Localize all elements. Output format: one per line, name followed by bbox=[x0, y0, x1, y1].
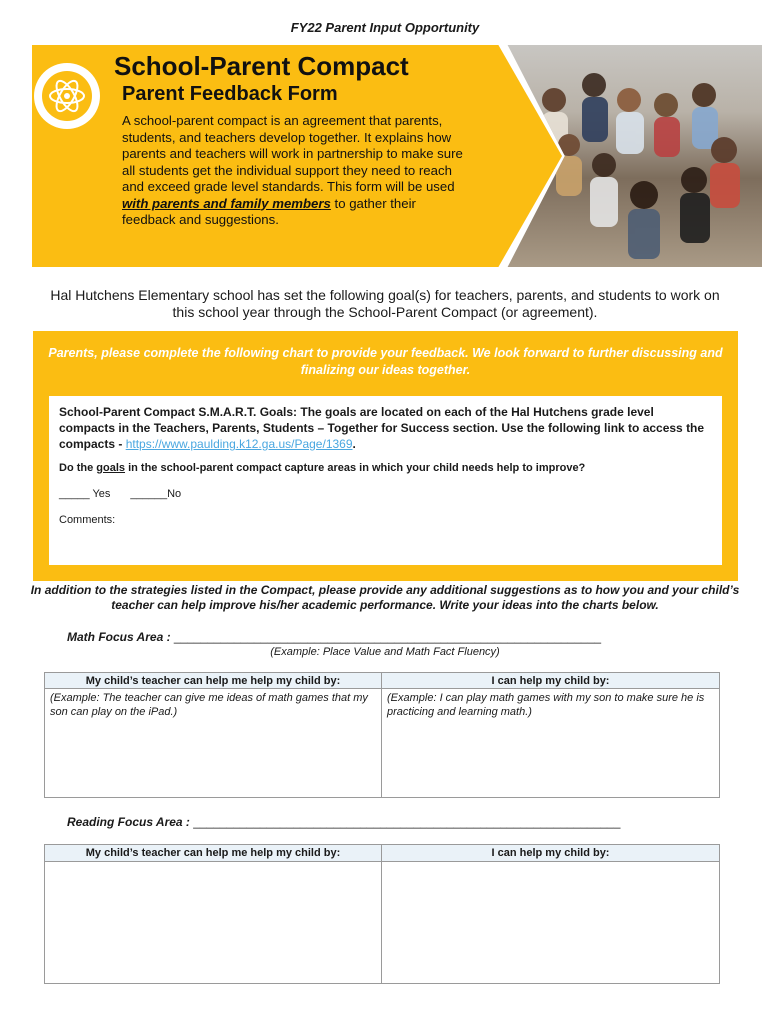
banner-body-text: A school-parent compact is an agreement that parents, students, and teachers develop together. It explains how parents and teachers will work in partnership to make sure all students get the individual support they need to reach and exceed grade level standards. This form will be used bbox=[122, 113, 463, 194]
yes-option[interactable]: _____ Yes bbox=[59, 488, 111, 500]
goals-text: School-Parent Compact S.M.A.R.T. Goals: The goals are located on each of the Hal Hutchens grade level compacts in the Teachers, Parents, Students – Together for Success section. Use the following link to access the compacts - bbox=[59, 405, 705, 451]
logo-badge bbox=[34, 63, 100, 129]
math-focus-label: Math Focus Area : bbox=[67, 630, 171, 644]
math-teacher-cell[interactable]: (Example: The teacher can give me ideas of math games that my son can play on the iPad.) bbox=[45, 689, 382, 797]
atom-icon bbox=[47, 76, 87, 116]
banner-body-emphasis: with parents and family members bbox=[122, 195, 331, 211]
banner-subtitle: Parent Feedback Form bbox=[122, 83, 338, 105]
banner-description bbox=[122, 113, 467, 229]
compacts-link[interactable]: https://www.paulding.k12.ga.us/Page/1369 bbox=[125, 437, 353, 451]
goals-description bbox=[59, 404, 712, 452]
reading-parent-cell[interactable] bbox=[382, 862, 719, 983]
reading-teacher-cell[interactable] bbox=[45, 862, 382, 983]
page-title: FY22 Parent Input Opportunity bbox=[290, 20, 480, 35]
goals-end: . bbox=[352, 437, 356, 451]
question-text-end: in the school-parent compact capture areas in which your child needs help to improve? bbox=[125, 462, 586, 474]
no-option[interactable]: ______No bbox=[130, 488, 182, 500]
math-focus-area[interactable] bbox=[67, 630, 601, 644]
reading-focus-area[interactable] bbox=[67, 815, 620, 829]
reading-focus-label: Reading Focus Area : bbox=[67, 815, 190, 829]
banner-title: School-Parent Compact bbox=[114, 51, 409, 81]
question-text: Do the bbox=[59, 462, 97, 474]
math-col-teacher: My child’s teacher can help me help my child by: bbox=[45, 673, 382, 689]
math-focus-blank[interactable]: ________________________________________________________________ bbox=[173, 630, 602, 644]
reading-col-parent: I can help my child by: bbox=[382, 845, 719, 862]
math-col-parent: I can help my child by: bbox=[382, 673, 719, 689]
reading-focus-blank[interactable]: ________________________________________________________________ bbox=[193, 815, 621, 829]
yes-no-options bbox=[59, 488, 712, 500]
goals-panel bbox=[49, 396, 722, 565]
math-example: (Example: Place Value and Math Fact Fluency) bbox=[270, 646, 500, 658]
additional-suggestions-text: In addition to the strategies listed in the Compact, please provide any additional suggestions as to how you and your child’s teacher can help improve his/her academic performance. Write your ideas into the charts below. bbox=[30, 583, 740, 612]
comments-label[interactable]: Comments: bbox=[59, 514, 116, 526]
feedback-heading: Parents, please complete the following chart to provide your feedback. We look forward to further discussing and finalizing our ideas together. bbox=[48, 346, 723, 377]
reading-col-teacher: My child’s teacher can help me help my child by: bbox=[45, 845, 382, 862]
math-table bbox=[44, 672, 720, 798]
goals-question bbox=[59, 462, 712, 474]
math-parent-cell[interactable]: (Example: I can play math games with my son to make sure he is practicing and learning math.) bbox=[387, 692, 705, 718]
reading-table bbox=[44, 844, 720, 984]
banner-body-end: to gather their feedback and suggestions. bbox=[122, 195, 416, 227]
feedback-section bbox=[33, 331, 738, 581]
question-emphasis: goals bbox=[96, 462, 126, 474]
header-banner bbox=[32, 45, 762, 267]
intro-text: Hal Hutchens Elementary school has set the following goal(s) for teachers, parents, and students to work on this school year through the School-Parent Compact (or agreement). bbox=[50, 287, 720, 320]
